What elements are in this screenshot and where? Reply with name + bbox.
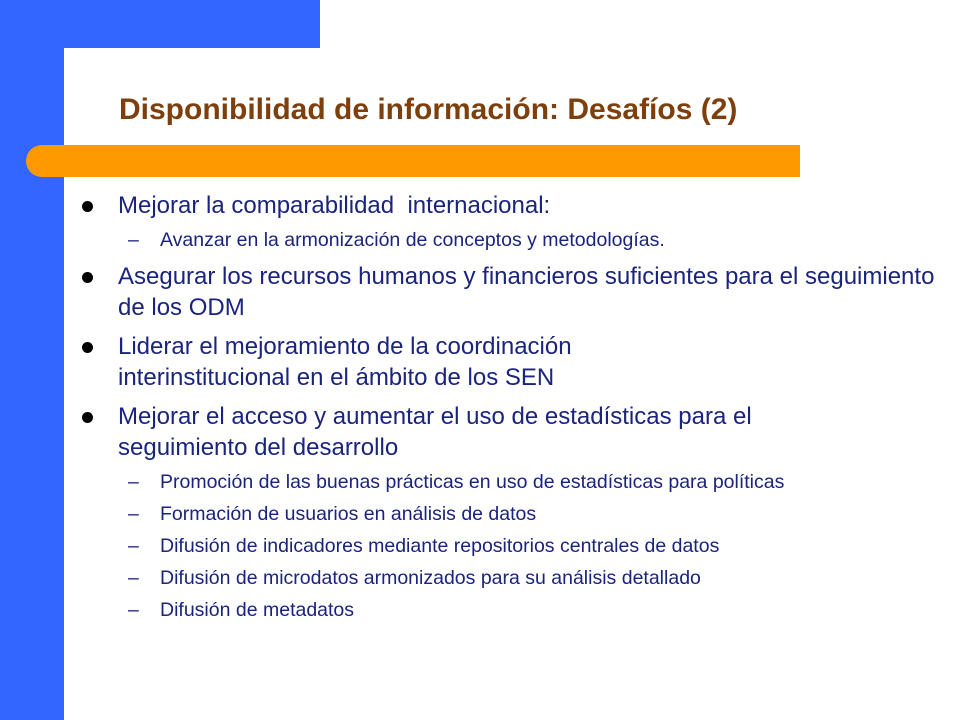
bullet-dot-icon [82,201,93,212]
top-accent-bar [0,0,320,48]
dash-marker: – [128,535,139,557]
title-underline-bar [26,145,800,177]
sub-item-text: Avanzar en la armonización de conceptos y metodologías. [160,229,665,251]
bullet-dot-icon [82,272,93,283]
bullet-dot-icon [82,412,93,423]
bullet-item [80,190,778,221]
sub-item [80,567,940,590]
sub-item-text: Promoción de las buenas prácticas en uso de estadísticas para políticas [160,471,785,493]
bullet-list [80,190,940,631]
bullet-text: Asegurar los recursos humanos y financieros suficientes para el seguimiento de los ODM [118,263,935,321]
bullet-text: Liderar el mejoramiento de la coordinación interinstitucional en el ámbito de los SEN [118,333,572,391]
sub-item [80,229,940,252]
sub-item-text: Formación de usuarios en análisis de datos [160,503,537,525]
bullet-item [80,401,878,463]
sub-item-text: Difusión de indicadores mediante repositorios centrales de datos [160,535,720,557]
left-accent-bar [0,0,64,720]
slide-title: Disponibilidad de información: Desafíos (2) [119,93,738,126]
bullet-text: Mejorar el acceso y aumentar el uso de estadísticas para el seguimiento del desarrollo [118,403,752,461]
dash-marker: – [128,471,139,493]
bullet-dot-icon [82,342,93,353]
bullet-item [80,331,738,393]
sub-item [80,535,940,558]
bullet-item [80,261,938,323]
dash-marker: – [128,599,139,621]
dash-marker: – [128,567,139,589]
sub-item [80,503,940,526]
sub-item-text: Difusión de metadatos [160,599,355,621]
sub-item [80,599,940,622]
dash-marker: – [128,229,139,251]
sub-item-text: Difusión de microdatos armonizados para su análisis detallado [160,567,701,589]
bullet-text: Mejorar la comparabilidad internacional: [118,192,551,219]
sub-item [80,471,900,494]
dash-marker: – [128,503,139,525]
